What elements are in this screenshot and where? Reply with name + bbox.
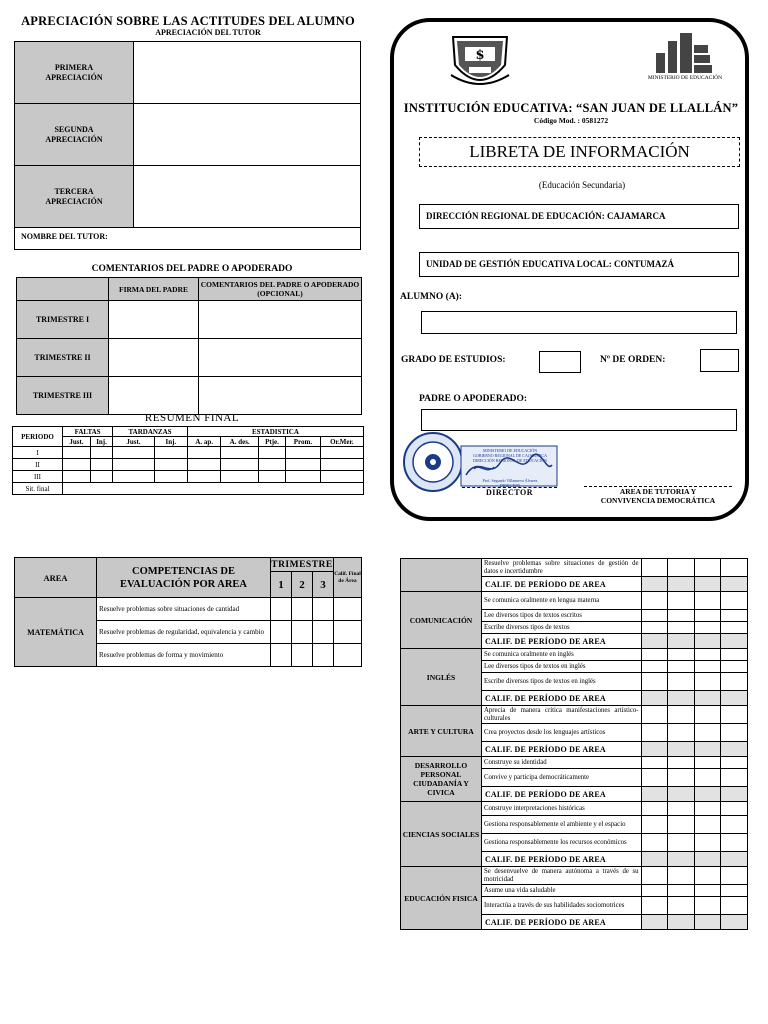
final-grade-cell[interactable] bbox=[721, 649, 748, 661]
grade-cell[interactable] bbox=[668, 742, 695, 757]
padre-label: PADRE O APODERADO: bbox=[419, 394, 528, 404]
final-grade-cell[interactable] bbox=[721, 802, 748, 816]
grado-label: GRADO DE ESTUDIOS: bbox=[401, 355, 506, 365]
final-grade-cell[interactable] bbox=[721, 915, 748, 930]
grade-cell[interactable] bbox=[641, 649, 668, 661]
page-title: APRECIACIÓN SOBRE LAS ACTITUDES DEL ALUMNO bbox=[21, 14, 355, 28]
trimestre-label: TRIMESTRE I bbox=[17, 301, 109, 339]
apreciacion-label: TERCERA APRECIACIÓN bbox=[15, 166, 134, 228]
grade-cell[interactable] bbox=[668, 724, 695, 742]
competencia-cell: Se comunica oralmente en lengua materna bbox=[481, 592, 641, 610]
grade-cell[interactable] bbox=[694, 915, 721, 930]
grade-cell[interactable] bbox=[694, 577, 721, 592]
apreciacion-field[interactable] bbox=[134, 104, 361, 166]
grade-cell[interactable] bbox=[668, 769, 695, 787]
competencia-cell: Gestiona responsablemente los recursos económicos bbox=[481, 834, 641, 852]
area-label: INGLÉS bbox=[401, 649, 482, 706]
grade-cell[interactable] bbox=[694, 867, 721, 885]
grade-cell[interactable] bbox=[694, 787, 721, 802]
grade-cell[interactable] bbox=[641, 802, 668, 816]
final-grade-cell[interactable] bbox=[334, 621, 362, 644]
final-grade-cell[interactable] bbox=[721, 724, 748, 742]
final-grade-cell[interactable] bbox=[721, 691, 748, 706]
final-grade-cell[interactable] bbox=[334, 644, 362, 667]
grade-cell[interactable] bbox=[271, 598, 292, 621]
sub-header: A. des. bbox=[221, 437, 258, 447]
grade-cell[interactable] bbox=[641, 691, 668, 706]
area-label: ARTE Y CULTURA bbox=[401, 706, 482, 757]
grade-cell[interactable] bbox=[694, 897, 721, 915]
grade-cell[interactable] bbox=[271, 644, 292, 667]
comentario-field[interactable] bbox=[199, 339, 362, 377]
grade-cell[interactable] bbox=[694, 802, 721, 816]
grade-cell[interactable] bbox=[694, 649, 721, 661]
grade-cell[interactable] bbox=[694, 742, 721, 757]
final-grade-cell[interactable] bbox=[721, 885, 748, 897]
grade-cell[interactable] bbox=[641, 592, 668, 610]
comentario-field[interactable] bbox=[199, 377, 362, 415]
grade-cell[interactable] bbox=[694, 622, 721, 634]
grade-cell[interactable] bbox=[668, 577, 695, 592]
grade-cell[interactable] bbox=[291, 598, 312, 621]
periodo-label: I bbox=[13, 447, 63, 459]
minedu-label: MINISTERIO DE EDUCACIÓN bbox=[647, 75, 723, 81]
tutor-name-field[interactable] bbox=[14, 227, 361, 250]
periodo-header: PERIODO bbox=[13, 427, 63, 447]
final-grade-cell[interactable] bbox=[721, 757, 748, 769]
competencia-cell: Resuelve problemas sobre situaciones de gestión de datos e incertidumbre bbox=[481, 559, 641, 577]
grade-cell[interactable] bbox=[668, 802, 695, 816]
apreciacion-field[interactable] bbox=[134, 42, 361, 104]
sub-header: Or.Mer. bbox=[320, 437, 363, 447]
director-label: DIRECTOR bbox=[486, 488, 533, 497]
grade-cell[interactable] bbox=[641, 834, 668, 852]
grade-cell[interactable] bbox=[668, 649, 695, 661]
area-label: COMUNICACIÓN bbox=[401, 592, 482, 649]
sub-header: Prom. bbox=[286, 437, 321, 447]
table-row bbox=[401, 559, 748, 577]
grade-cell[interactable] bbox=[694, 724, 721, 742]
final-grade-cell[interactable] bbox=[721, 769, 748, 787]
competencia-cell: Construye interpretaciones históricas bbox=[481, 802, 641, 816]
sub-header: Ptje. bbox=[258, 437, 285, 447]
final-grade-cell[interactable] bbox=[721, 742, 748, 757]
comentarios-title: COMENTARIOS DEL PADRE O APODERADO bbox=[91, 264, 293, 274]
grade-cell[interactable] bbox=[668, 834, 695, 852]
grade-cell[interactable] bbox=[668, 691, 695, 706]
grade-cell[interactable] bbox=[641, 787, 668, 802]
grade-cell[interactable] bbox=[694, 592, 721, 610]
apreciacion-row bbox=[15, 42, 361, 104]
table-row bbox=[401, 757, 748, 769]
grade-cell[interactable] bbox=[668, 915, 695, 930]
grade-cell[interactable] bbox=[694, 706, 721, 724]
grade-cell[interactable] bbox=[694, 834, 721, 852]
final-grade-cell[interactable] bbox=[721, 577, 748, 592]
grade-cell[interactable] bbox=[291, 621, 312, 644]
grade-cell[interactable] bbox=[694, 634, 721, 649]
codigo-modular: Código Mod. : 0581272 bbox=[533, 116, 609, 125]
grade-cell[interactable] bbox=[668, 757, 695, 769]
trimestre-header: TRIMESTRE bbox=[271, 559, 333, 570]
grade-cell[interactable] bbox=[312, 598, 333, 621]
competencia-cell: Escribe diversos tipos de textos en inglés bbox=[481, 673, 641, 691]
grade-cell[interactable] bbox=[694, 691, 721, 706]
competencia-cell: Resuelve problemas de forma y movimiento bbox=[97, 644, 271, 667]
area-header: AREA bbox=[15, 558, 97, 598]
grade-cell[interactable] bbox=[641, 867, 668, 885]
areas-table bbox=[400, 558, 748, 930]
grade-cell[interactable] bbox=[291, 644, 312, 667]
padre-field[interactable] bbox=[421, 409, 737, 431]
grade-cell[interactable] bbox=[694, 816, 721, 834]
trimestre-number: 1 bbox=[271, 572, 292, 598]
grade-cell[interactable] bbox=[668, 622, 695, 634]
table-row bbox=[401, 649, 748, 661]
competencia-cell: Convive y participa democráticamente bbox=[481, 769, 641, 787]
grado-field[interactable] bbox=[539, 351, 581, 373]
comentario-field[interactable] bbox=[199, 301, 362, 339]
grade-cell[interactable] bbox=[668, 852, 695, 867]
final-grade-cell[interactable] bbox=[721, 852, 748, 867]
calif-periodo-label: CALIF. DE PERÍODO DE AREA bbox=[481, 577, 641, 592]
final-grade-cell[interactable] bbox=[721, 559, 748, 577]
grade-cell[interactable] bbox=[668, 610, 695, 622]
sub-header: Just. bbox=[63, 437, 91, 447]
trimestre-label: TRIMESTRE II bbox=[17, 339, 109, 377]
grade-cell[interactable] bbox=[668, 559, 695, 577]
sub-header: Just. bbox=[113, 437, 155, 447]
calif-final-header: Calif. Final de Área bbox=[334, 558, 362, 598]
area-label: DESARROLLO PERSONAL CIUDADANÍA Y CIVICA bbox=[401, 757, 482, 802]
faltas-header: FALTAS bbox=[63, 427, 113, 437]
grade-cell[interactable] bbox=[668, 885, 695, 897]
libreta-title: LIBRETA DE INFORMACIÓN bbox=[419, 137, 740, 167]
tutor-name-label: NOMBRE DEL TUTOR: bbox=[21, 232, 108, 241]
ugel-box: UNIDAD DE GESTIÓN EDUCATIVA LOCAL: CONTUMAZÁ bbox=[419, 252, 739, 277]
final-grade-cell[interactable] bbox=[721, 787, 748, 802]
final-grade-cell[interactable] bbox=[721, 673, 748, 691]
grade-cell[interactable] bbox=[641, 610, 668, 622]
final-grade-cell[interactable] bbox=[721, 592, 748, 610]
grade-cell[interactable] bbox=[641, 885, 668, 897]
grade-cell[interactable] bbox=[641, 769, 668, 787]
comentarios-table bbox=[16, 277, 362, 415]
calif-periodo-label: CALIF. DE PERÍODO DE AREA bbox=[481, 787, 641, 802]
resumen-title: RESUMEN FINAL bbox=[144, 412, 240, 424]
final-grade-cell[interactable] bbox=[721, 867, 748, 885]
competencia-cell: Escribe diversos tipos de textos bbox=[481, 622, 641, 634]
estadistica-header: ESTADISTICA bbox=[187, 427, 363, 437]
calif-periodo-label: CALIF. DE PERÍODO DE AREA bbox=[481, 691, 641, 706]
area-label: EDUCACIÓN FISICA bbox=[401, 867, 482, 930]
periodo-label: III bbox=[13, 471, 63, 483]
institution-name: INSTITUCIÓN EDUCATIVA: “SAN JUAN DE LLALLÁN” bbox=[403, 101, 739, 115]
final-grade-cell[interactable] bbox=[721, 610, 748, 622]
orden-field[interactable] bbox=[700, 349, 739, 372]
competencia-cell: Construye su identidad bbox=[481, 757, 641, 769]
apreciacion-label: SEGUNDA APRECIACIÓN bbox=[15, 104, 134, 166]
resumen-table bbox=[12, 426, 364, 495]
competencia-cell: Interactúa a través de sus habilidades sociomotrices bbox=[481, 897, 641, 915]
grade-cell[interactable] bbox=[694, 661, 721, 673]
grade-cell[interactable] bbox=[641, 673, 668, 691]
grade-cell[interactable] bbox=[312, 621, 333, 644]
periodo-label: Sit. final bbox=[13, 483, 63, 495]
school-seal-icon bbox=[401, 430, 465, 494]
competencia-cell: Lee diversos tipos de textos en inglés bbox=[481, 661, 641, 673]
grade-cell[interactable] bbox=[694, 757, 721, 769]
final-grade-cell[interactable] bbox=[721, 816, 748, 834]
apreciacion-table bbox=[14, 41, 361, 228]
grade-cell[interactable] bbox=[641, 897, 668, 915]
apreciacion-field[interactable] bbox=[134, 166, 361, 228]
grade-cell[interactable] bbox=[641, 852, 668, 867]
trimestre-number: 2 bbox=[291, 572, 312, 598]
matematica-table bbox=[14, 557, 362, 667]
grade-cell[interactable] bbox=[312, 644, 333, 667]
sub-header: Inj. bbox=[90, 437, 112, 447]
grade-cell[interactable] bbox=[694, 673, 721, 691]
trimestre-label: TRIMESTRE III bbox=[17, 377, 109, 415]
apreciacion-label: PRIMERA APRECIACIÓN bbox=[15, 42, 134, 104]
firma-header: FIRMA DEL PADRE bbox=[109, 278, 199, 301]
competencia-cell: Resuelve problemas de regularidad, equivalencia y cambio bbox=[97, 621, 271, 644]
calif-periodo-label: CALIF. DE PERÍODO DE AREA bbox=[481, 742, 641, 757]
orden-label: Nº DE ORDEN: bbox=[600, 355, 666, 365]
grade-cell[interactable] bbox=[694, 559, 721, 577]
final-grade-cell[interactable] bbox=[721, 897, 748, 915]
competencia-cell: Resuelve problemas sobre situaciones de cantidad bbox=[97, 598, 271, 621]
comentarios-corner bbox=[17, 278, 109, 301]
trimestre-number: 3 bbox=[312, 572, 333, 598]
grade-cell[interactable] bbox=[694, 769, 721, 787]
calif-periodo-label: CALIF. DE PERÍODO DE AREA bbox=[481, 915, 641, 930]
final-grade-cell[interactable] bbox=[721, 706, 748, 724]
firma-field[interactable] bbox=[109, 301, 199, 339]
grade-cell[interactable] bbox=[668, 592, 695, 610]
alumno-field[interactable] bbox=[421, 311, 737, 334]
table-row bbox=[401, 867, 748, 885]
grade-cell[interactable] bbox=[641, 742, 668, 757]
table-row bbox=[401, 802, 748, 816]
stamp-text: MINISTERIO DE EDUCACIÓN GOBIERNO REGIONAL DE CAJAMARCA DIRECCIÓN REGIONAL DE EDUCACIÓN Prof. Segundo Villanueva Álvarez DIRECTOR bbox=[473, 448, 547, 488]
periodo-label: II bbox=[13, 459, 63, 471]
dre-box: DIRECCIÓN REGIONAL DE EDUCACIÓN: CAJAMARCA bbox=[419, 204, 739, 229]
final-grade-cell[interactable] bbox=[721, 661, 748, 673]
tardanzas-header: TARDANZAS bbox=[113, 427, 188, 437]
area-label: CIENCIAS SOCIALES bbox=[401, 802, 482, 867]
competencia-cell: Asume una vida saludable bbox=[481, 885, 641, 897]
alumno-label: ALUMNO (A): bbox=[400, 292, 463, 302]
sub-header: Inj. bbox=[154, 437, 187, 447]
competencia-cell: Aprecia de manera crítica manifestaciones artístico-culturales bbox=[481, 706, 641, 724]
grade-cell[interactable] bbox=[668, 661, 695, 673]
grade-cell[interactable] bbox=[668, 867, 695, 885]
sub-header: A. ap. bbox=[187, 437, 221, 447]
grade-cell[interactable] bbox=[668, 634, 695, 649]
apreciacion-row bbox=[15, 104, 361, 166]
grade-cell[interactable] bbox=[641, 559, 668, 577]
calif-periodo-label: CALIF. DE PERÍODO DE AREA bbox=[481, 852, 641, 867]
competencia-cell: Lee diversos tipos de textos escritos bbox=[481, 610, 641, 622]
grade-cell[interactable] bbox=[694, 610, 721, 622]
grade-cell[interactable] bbox=[668, 673, 695, 691]
grade-cell[interactable] bbox=[641, 706, 668, 724]
competencia-cell: Se desenvuelve de manera autónoma a través de su motricidad bbox=[481, 867, 641, 885]
grade-cell[interactable] bbox=[641, 661, 668, 673]
tutor-subtitle: APRECIACIÓN DEL TUTOR bbox=[155, 28, 261, 37]
competencia-cell: Gestiona responsablemente el ambiente y el espacio bbox=[481, 816, 641, 834]
firma-field[interactable] bbox=[109, 339, 199, 377]
grade-cell[interactable] bbox=[641, 915, 668, 930]
grade-cell[interactable] bbox=[668, 706, 695, 724]
final-grade-cell[interactable] bbox=[334, 598, 362, 621]
final-grade-cell[interactable] bbox=[721, 622, 748, 634]
firma-field[interactable] bbox=[109, 377, 199, 415]
competencia-cell: Crea proyectos desde los lenguajes artísticos bbox=[481, 724, 641, 742]
apreciacion-row bbox=[15, 166, 361, 228]
competencia-cell: Se comunica oralmente en inglés bbox=[481, 649, 641, 661]
final-grade-cell[interactable] bbox=[721, 834, 748, 852]
svg-text:$: $ bbox=[475, 48, 485, 63]
comentarios-header: COMENTARIOS DEL PADRE O APODERADO (OPCIONAL) bbox=[199, 278, 362, 301]
area-label bbox=[401, 559, 482, 592]
area-label: MATEMÁTICA bbox=[15, 598, 97, 667]
final-grade-cell[interactable] bbox=[721, 634, 748, 649]
grade-cell[interactable] bbox=[668, 816, 695, 834]
grade-cell[interactable] bbox=[641, 622, 668, 634]
competencias-header: COMPETENCIAS DE EVALUACIÓN POR AREA bbox=[97, 558, 271, 598]
grade-cell[interactable] bbox=[641, 577, 668, 592]
table-row bbox=[401, 592, 748, 610]
grade-cell[interactable] bbox=[641, 634, 668, 649]
grade-cell[interactable] bbox=[271, 621, 292, 644]
grade-cell[interactable] bbox=[694, 852, 721, 867]
grade-cell[interactable] bbox=[668, 787, 695, 802]
calif-periodo-label: CALIF. DE PERÍODO DE AREA bbox=[481, 634, 641, 649]
school-crest-icon bbox=[447, 31, 513, 97]
table-row bbox=[401, 706, 748, 724]
grade-cell[interactable] bbox=[668, 897, 695, 915]
nivel-label: (Educación Secundaria) bbox=[538, 180, 626, 190]
grade-cell[interactable] bbox=[641, 724, 668, 742]
grade-cell[interactable] bbox=[641, 816, 668, 834]
grade-cell[interactable] bbox=[641, 757, 668, 769]
grade-cell[interactable] bbox=[694, 885, 721, 897]
area-tutoria-label: AREA DE TUTORIA Y CONVIVENCIA DEMOCRÁTICA bbox=[600, 487, 716, 505]
